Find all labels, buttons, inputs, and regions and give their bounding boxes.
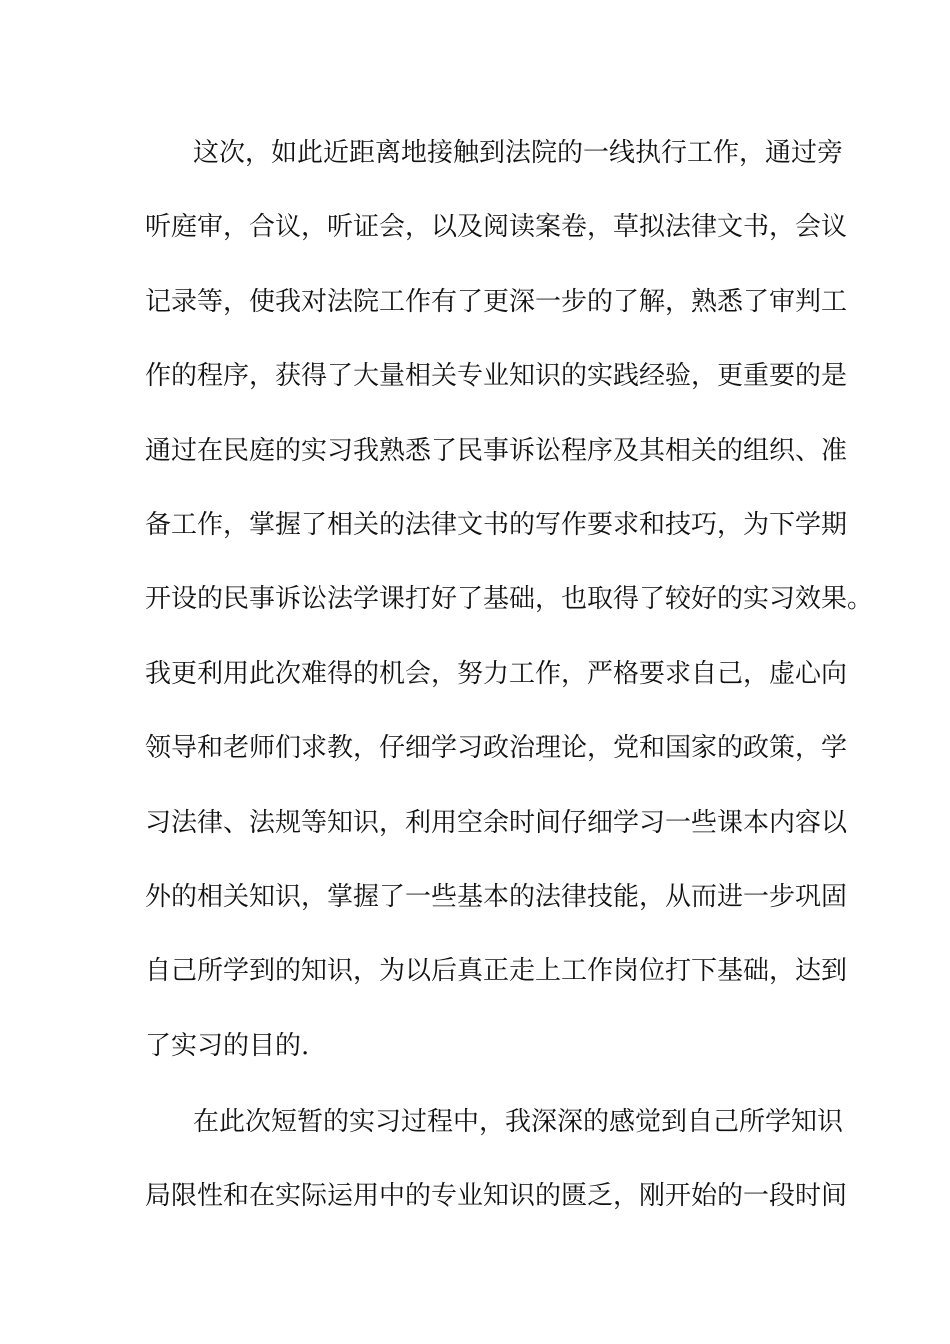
text-line: 开设的民事诉讼法学课打好了基础，也取得了较好的实习效果。	[145, 584, 874, 615]
text-line: 作的程序，获得了大量相关专业知识的实践经验，更重要的是	[145, 361, 848, 392]
text-line: 这次，如此近距离地接触到法院的一线执行工作，通过旁	[193, 138, 844, 168]
text-line: 领导和老师们求教，仔细学习政治理论，党和国家的政策，学	[145, 733, 848, 764]
text-line: 了实习的目的.	[145, 1030, 310, 1061]
text-line: 局限性和在实际运用中的专业知识的匮乏，刚开始的一段时间	[145, 1181, 848, 1212]
text-line: 听庭审，合议，听证会，以及阅读案卷，草拟法律文书，会议	[145, 212, 848, 243]
text-line: 通过在民庭的实习我熟悉了民事诉讼程序及其相关的组织、准	[145, 435, 848, 466]
text-line: 习法律、法规等知识，利用空余时间仔细学习一些课本内容以	[145, 807, 848, 838]
text-line: 备工作，掌握了相关的法律文书的写作要求和技巧，为下学期	[145, 509, 848, 540]
text-line: 在此次短暂的实习过程中，我深深的感觉到自己所学知识	[193, 1107, 844, 1137]
paragraph-knowledge-limitations	[145, 1094, 848, 1243]
text-line: 外的相关知识，掌握了一些基本的法律技能，从而进一步巩固	[145, 881, 848, 912]
text-line: 记录等，使我对法院工作有了更深一步的了解，熟悉了审判工	[145, 286, 848, 317]
text-line: 自己所学到的知识，为以后真正走上工作岗位打下基础，达到	[145, 956, 848, 987]
text-line: 我更利用此次难得的机会，努力工作，严格要求自己，虚心向	[145, 658, 848, 689]
paragraph-internship-experience	[145, 125, 874, 1092]
